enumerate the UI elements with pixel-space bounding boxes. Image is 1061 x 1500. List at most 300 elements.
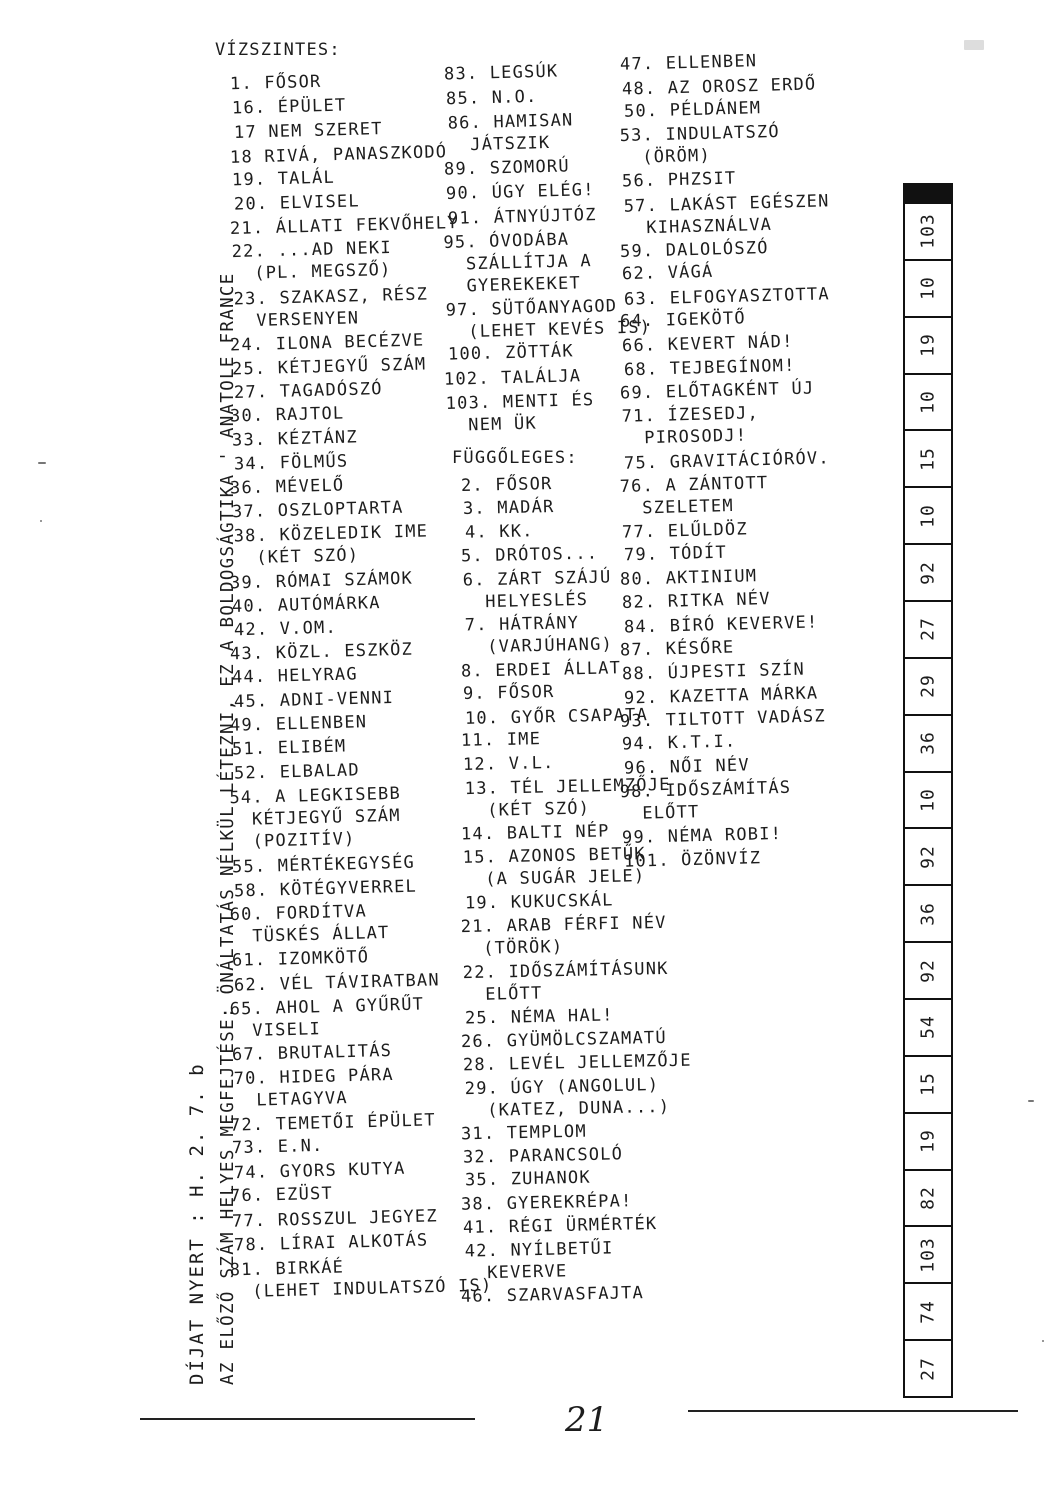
clue-continuation: NEM ÜK xyxy=(468,413,538,436)
clue-text: 51. ELIBÉM xyxy=(231,736,347,760)
clue-item xyxy=(229,783,402,853)
clue-item xyxy=(234,969,440,996)
clue-text: 25. NÉMA HAL! xyxy=(464,1005,614,1029)
clue-item xyxy=(234,378,383,404)
clue-item xyxy=(230,141,448,169)
clue-item xyxy=(624,542,727,567)
clue-item xyxy=(622,588,771,614)
clue-item xyxy=(230,1183,333,1208)
clue-text: 18 RIVÁ, PANASZKODÓ xyxy=(229,141,448,168)
clue-item xyxy=(444,365,582,391)
clue-item xyxy=(620,636,735,661)
clue-item xyxy=(620,565,758,591)
clue-item xyxy=(233,521,428,570)
clue-text: 76. EZÜST xyxy=(229,1183,334,1207)
clue-item xyxy=(231,237,392,285)
clue-text: 38. GYEREKRÉPA! xyxy=(460,1190,633,1215)
clue-text: 34. FÖLMŰS xyxy=(233,451,349,475)
strip-cell xyxy=(905,827,951,884)
strip-cell-value: 27 xyxy=(917,1356,939,1381)
strip-cell xyxy=(905,600,951,657)
clue-text: 78. LÍRAI ALKOTÁS xyxy=(233,1230,429,1256)
clue-text: 43. KÖZL. ESZKÖZ xyxy=(229,639,414,665)
clue-text: 23. SZAKASZ, RÉSZ xyxy=(233,284,429,310)
clue-text: 4. KK. xyxy=(464,521,534,543)
clue-text: 29. ÚGY (ANGOLUL) xyxy=(464,1074,660,1099)
clue-item xyxy=(463,843,647,891)
clue-text: 63. ELFOGYASZTOTTA xyxy=(623,284,831,310)
clue-item xyxy=(463,496,555,520)
clue-text: 65. AHOL A GYŰRŰT xyxy=(229,994,425,1020)
clue-continuation: PIROSODJ! xyxy=(644,425,748,449)
clue-text: 39. RÓMAI SZÁMOK xyxy=(229,568,414,594)
clue-continuation: (LEHET INDULATSZÓ IS) xyxy=(252,1275,493,1302)
strip-cell-value: 19 xyxy=(917,1129,939,1153)
clue-item xyxy=(461,1120,587,1145)
clue-item xyxy=(620,706,826,733)
clue-item xyxy=(622,167,737,192)
clue-item xyxy=(232,664,358,689)
strip-cell xyxy=(905,998,951,1055)
clue-item xyxy=(461,820,610,845)
clue-text: 66. KEVERT NÁD! xyxy=(621,331,794,357)
clue-continuation: (VARJÚHANG) xyxy=(487,634,614,658)
clue-text: 101. ÖZÖNVÍZ xyxy=(623,848,762,872)
clue-text: 22. IDŐSZÁMÍTÁSUNK xyxy=(462,958,669,984)
clue-text: 81. BIRKÁÉ xyxy=(229,1257,345,1281)
clue-text: 38. KÖZELEDIK IME xyxy=(233,521,429,547)
strip-cell xyxy=(905,259,951,316)
clue-item xyxy=(620,237,769,263)
clue-text: 8. ERDEI ÁLLAT xyxy=(460,658,622,682)
clue-item xyxy=(234,875,417,902)
strip-cell-value: 103 xyxy=(917,1237,939,1273)
clue-text: 100. ZÖTTÁK xyxy=(447,341,575,365)
page-number: 21 xyxy=(565,1400,609,1440)
clue-item xyxy=(461,473,553,497)
clue-item xyxy=(463,681,555,705)
clue-text: 19. TALÁL xyxy=(231,167,336,190)
clue-item xyxy=(619,777,792,825)
clue-text: 103. MENTI ÉS xyxy=(445,390,595,414)
clue-text: 57. LAKÁST EGÉSZEN xyxy=(623,190,830,217)
clue-item xyxy=(620,378,815,405)
clue-item xyxy=(232,946,370,972)
clue-item xyxy=(447,109,574,156)
strip-cell-value: 27 xyxy=(917,617,939,642)
clue-text: 26. GYÜMÖLCSZAMATÚ xyxy=(460,1027,668,1053)
clue-item xyxy=(463,1213,658,1239)
clue-text: 92. KAZETTA MÁRKA xyxy=(623,683,819,709)
scan-speck xyxy=(40,520,42,522)
strip-cell-value: 92 xyxy=(917,958,939,983)
strip-cell-value: 36 xyxy=(917,731,939,755)
clue-item xyxy=(230,71,322,95)
clue-item xyxy=(229,993,424,1042)
clue-continuation: (KATEZ, DUNA...) xyxy=(487,1096,671,1121)
clue-text: 24. ILONA BECÉZVE xyxy=(229,330,425,356)
strip-cell-value: 74 xyxy=(917,1299,939,1324)
strip-cell-value: 10 xyxy=(917,276,939,301)
clue-item xyxy=(621,402,759,450)
clue-item xyxy=(463,752,555,776)
clue-text: 95. ÓVODÁBA xyxy=(443,229,570,253)
clue-text: 28. LEVÉL JELLEMZŐJE xyxy=(462,1050,692,1076)
clue-item xyxy=(230,711,368,737)
clue-text: 61. IZOMKÖTŐ xyxy=(231,947,370,971)
clue-text: 40. AUTÓMÁRKA xyxy=(231,592,381,617)
clue-text: 58. KÖTÉGYVERREL xyxy=(233,876,418,901)
clue-item xyxy=(232,426,358,451)
strip-cell-value: 10 xyxy=(917,503,939,528)
clue-text: 35. ZUHANOK xyxy=(464,1167,591,1191)
scan-speck xyxy=(1028,1100,1034,1102)
clue-continuation: (LEHET KEVÉS IS) xyxy=(468,316,652,342)
clue-item xyxy=(230,474,345,499)
strip-cell xyxy=(905,1055,951,1112)
strip-cell xyxy=(905,771,951,828)
clue-item xyxy=(232,1205,438,1232)
clue-text: 96. NŐI NÉV xyxy=(623,754,751,779)
clue-text: 75. GRAVITÁCIÓRÓV. xyxy=(623,448,831,474)
clue-text: 71. ÍZESEDJ, xyxy=(621,403,760,427)
clue-text: 73. E.N. xyxy=(231,1136,324,1159)
across-header: VÍZSZINTES: xyxy=(215,40,341,60)
strip-cell-value: 10 xyxy=(917,788,939,812)
clue-text: 64. IGEKÖTŐ xyxy=(619,308,747,333)
clue-item xyxy=(624,847,762,873)
clue-item xyxy=(232,1135,324,1159)
clue-item xyxy=(445,389,595,437)
clue-text: 1. FŐSOR xyxy=(229,71,322,95)
clue-item xyxy=(624,283,830,310)
clue-item xyxy=(622,261,714,285)
clue-text: 32. PARANCSOLÓ xyxy=(462,1144,624,1168)
clue-item xyxy=(619,121,780,169)
clue-text: 2. FŐSOR xyxy=(460,474,553,496)
strip-cell xyxy=(905,373,951,430)
clue-text: 33. KÉZTÁNZ xyxy=(231,427,359,451)
clue-item xyxy=(619,472,769,520)
clue-continuation: VISELI xyxy=(252,1018,322,1041)
clue-item xyxy=(465,1074,671,1122)
clue-text: 44. HELYRAG xyxy=(231,664,359,688)
clue-item xyxy=(232,166,335,191)
clue-item xyxy=(234,616,337,641)
clue-item xyxy=(622,331,794,357)
clue-text: 48. AZ OROSZ ERDŐ xyxy=(621,74,817,100)
clue-text: 5. DRÓTOS... xyxy=(460,543,599,567)
clue-continuation: (TÖRÖK) xyxy=(483,937,564,959)
clue-continuation: HELYESLÉS xyxy=(485,589,589,612)
clue-text: 76. A ZÁNTOTT xyxy=(619,472,769,497)
strip-cell xyxy=(905,1225,951,1282)
clue-item xyxy=(624,447,830,474)
clue-text: 22. ...AD NEKI xyxy=(231,238,393,263)
clue-text: 97. SÜTŐANYAGOD xyxy=(445,295,618,321)
clue-item xyxy=(620,308,746,333)
strip-cell xyxy=(905,1282,951,1339)
strip-cell-value: 36 xyxy=(917,901,939,926)
clue-item xyxy=(624,97,762,123)
clue-item xyxy=(448,340,574,365)
strip-cell-value: 103 xyxy=(917,213,939,250)
previous-solution-line: AZ ELŐZŐ SZÁM HELYES MEGFEJTÉSE: ÖNÁLTATÁS NÉLKÜL LÉTEZNI, EZ A BOLDOGSÁGTIKA ' ANATOLE FRANCE xyxy=(218,272,238,1385)
clue-continuation: (POZITÍV) xyxy=(252,828,356,852)
clue-item xyxy=(230,330,425,357)
clue-text: 15. AZONOS BETŰK xyxy=(462,844,646,869)
clue-text: 54. A LEGKISEBB xyxy=(229,783,402,809)
clue-item xyxy=(232,94,347,119)
clue-text: 102. TALÁLJA xyxy=(443,365,582,390)
clue-text: 3. MADÁR xyxy=(462,497,555,520)
strip-cell-value: 92 xyxy=(917,560,939,585)
clue-item xyxy=(232,1040,393,1066)
clue-item xyxy=(232,497,404,523)
strip-cell-value: 15 xyxy=(917,447,939,471)
clue-text: 12. V.L. xyxy=(462,752,555,775)
clue-item xyxy=(444,61,559,86)
strip-cell xyxy=(905,1169,951,1226)
scan-speck xyxy=(964,40,984,50)
strip-cell xyxy=(905,884,951,941)
clue-item xyxy=(465,1237,615,1284)
clue-text: 25. KÉTJEGYŰ SZÁM xyxy=(231,354,427,380)
clue-text: 49. ELLENBEN xyxy=(229,712,368,736)
strip-cell-value: 54 xyxy=(917,1015,939,1040)
clue-continuation: SZÁLLÍTJA A xyxy=(465,251,593,275)
clue-item xyxy=(461,657,622,682)
strip-cell xyxy=(905,941,951,998)
clue-item xyxy=(624,354,796,380)
strip-cell xyxy=(905,429,951,486)
clue-item xyxy=(463,566,613,613)
clue-item xyxy=(622,731,737,756)
clue-item xyxy=(234,687,395,713)
clue-item xyxy=(623,190,830,239)
clue-item xyxy=(465,520,534,543)
clue-item xyxy=(232,851,415,878)
clue-item xyxy=(463,1050,692,1077)
clue-item xyxy=(229,1252,492,1303)
strip-cell xyxy=(905,543,951,600)
strip-cell xyxy=(905,202,951,259)
clue-item xyxy=(461,1027,667,1053)
strip-cell-value: 82 xyxy=(917,1186,939,1210)
clue-item xyxy=(620,50,758,76)
clue-text: 77. ELŰLDÖZ xyxy=(621,518,749,543)
clue-continuation: JÁTSZIK xyxy=(470,132,551,156)
clue-text: 45. ADNI-VENNI xyxy=(233,688,395,713)
strip-cell xyxy=(905,714,951,771)
clue-text: 91. ÁTNYÚJTÓZ xyxy=(447,204,597,229)
strip-cell xyxy=(905,1112,951,1169)
clue-item xyxy=(622,823,783,849)
clue-text: 56. PHZSIT xyxy=(621,168,737,192)
clue-text: 93. TILTOTT VADÁSZ xyxy=(619,706,827,733)
clue-continuation: (ÖRÖM) xyxy=(642,145,712,168)
clue-text: 11. IME xyxy=(460,729,542,752)
clue-text: 55. MÉRTÉKEGYSÉG xyxy=(231,852,416,878)
clue-text: 19. KUKUCSKÁL xyxy=(464,890,614,914)
clue-item xyxy=(230,639,413,666)
clue-continuation: (PL. MEGSZŐ) xyxy=(254,260,392,284)
clue-text: 69. ELŐTAGKÉNT ÚJ xyxy=(619,378,815,404)
clue-continuation: LETAGYVA xyxy=(256,1088,349,1111)
strip-cell xyxy=(905,1339,951,1396)
clue-item xyxy=(230,402,345,427)
clue-text: 82. RITKA NÉV xyxy=(621,589,771,614)
clue-text: 7. HÁTRÁNY xyxy=(464,613,580,636)
clue-text: 79. TÓDÍT xyxy=(623,542,728,566)
clue-text: 20. ELVISEL xyxy=(233,190,361,215)
clue-item xyxy=(234,118,383,144)
clue-text: 87. KÉSŐRE xyxy=(619,637,735,661)
clue-continuation: (A SUGÁR JELE) xyxy=(485,866,646,890)
clue-text: 16. ÉPÜLET xyxy=(231,95,347,119)
clue-item xyxy=(465,1004,614,1029)
clue-continuation: KEVERVE xyxy=(487,1260,568,1283)
clue-item xyxy=(229,899,389,947)
clue-text: 85. N.O. xyxy=(445,86,538,109)
clue-text: 21. ARAB FÉRFI NÉV xyxy=(460,913,667,938)
clue-text: 72. TEMETŐI ÉPÜLET xyxy=(229,1110,437,1137)
clue-text: 50. PÉLDÁNEM xyxy=(623,98,762,122)
clue-text: 9. FŐSOR xyxy=(462,682,555,705)
clue-item xyxy=(463,958,670,1006)
clue-text: 90. ÚGY ELÉG! xyxy=(445,180,595,204)
scan-speck xyxy=(1042,1340,1044,1342)
clue-continuation: ELŐTT xyxy=(642,802,700,824)
prize-winner-line: DÍJAT NYERT : H. 2. 7. b xyxy=(186,1062,208,1385)
clue-text: 88. ÚJPESTI SZÍN xyxy=(621,659,806,685)
clue-item xyxy=(234,759,360,784)
clue-item xyxy=(234,450,349,475)
clue-item xyxy=(465,889,614,914)
clue-item xyxy=(233,1064,394,1112)
clue-item xyxy=(232,736,347,761)
clue-continuation: KÉTJEGYŰ SZÁM xyxy=(251,805,401,830)
clue-item xyxy=(443,228,592,298)
clue-item xyxy=(448,204,597,230)
clue-text: 98. IDŐSZÁMÍTÁS xyxy=(619,777,792,803)
clue-continuation: TÜSKÉS ÁLLAT xyxy=(252,922,390,947)
clue-continuation: GYEREKEKET xyxy=(466,273,582,297)
clue-text: 36. MÉVELŐ xyxy=(229,475,345,498)
clue-text: 86. HAMISAN xyxy=(447,110,574,134)
clue-item xyxy=(446,179,595,205)
clue-item xyxy=(232,353,427,380)
clue-item xyxy=(446,85,538,109)
clue-text: 21. ÁLLATI FEKVŐHELY xyxy=(229,213,459,240)
strip-cell-value: 15 xyxy=(917,1072,939,1097)
clue-text: 42. NYÍLBETŰI xyxy=(464,1237,614,1262)
clue-item xyxy=(465,1167,591,1192)
clue-item xyxy=(230,212,459,240)
clue-text: 80. AKTINIUM xyxy=(619,566,758,590)
clue-text: 31. TEMPLOM xyxy=(460,1121,587,1144)
clue-text: 13. TÉL JELLEMZŐJE xyxy=(464,774,671,800)
strip-cell xyxy=(905,316,951,373)
clue-item xyxy=(444,155,570,180)
clue-text: 46. SZARVASFAJTA xyxy=(460,1283,645,1308)
clue-item xyxy=(624,611,819,638)
scan-speck xyxy=(38,462,46,464)
clue-text: 74. GYORS KUTYA xyxy=(233,1158,406,1184)
clue-text: 84. BÍRÓ KEVERVE! xyxy=(623,612,819,638)
clue-text: 41. RÉGI ÜRMÉRTÉK xyxy=(462,1214,658,1239)
clue-text: 37. OSZLOPTARTA xyxy=(231,498,404,523)
clue-text: 52. ELBALAD xyxy=(233,760,361,784)
clue-item xyxy=(234,1229,429,1256)
down-header: FÜGGŐLEGES: xyxy=(452,448,578,468)
clue-text: 17 NEM SZERET xyxy=(233,118,383,143)
clue-text: 67. BRUTALITÁS xyxy=(231,1041,393,1066)
clue-continuation: (KÉT SZÓ) xyxy=(487,798,591,821)
strip-cell xyxy=(905,486,951,543)
answer-strip xyxy=(903,183,953,1398)
clue-item xyxy=(622,518,748,543)
clue-text: 30. RAJTOL xyxy=(229,403,345,427)
bottom-rule-right xyxy=(688,1410,1018,1412)
clue-text: 6. ZÁRT SZÁJÚ xyxy=(462,567,612,591)
clue-item xyxy=(234,190,360,215)
clue-item xyxy=(233,283,428,332)
clue-text: 27. TAGADÓSZÓ xyxy=(233,378,383,403)
clue-text: 68. TEJBEGÍNOM! xyxy=(623,355,796,380)
clue-item xyxy=(461,1282,644,1308)
clue-text: 14. BALTI NÉP xyxy=(460,821,610,845)
clue-item xyxy=(465,612,614,659)
strip-cell-value: 92 xyxy=(917,845,939,869)
clue-continuation: KIHASZNÁLVA xyxy=(646,214,773,238)
clue-text: 47. ELLENBEN xyxy=(619,51,758,75)
clue-text: 62. VÉL TÁVIRATBAN xyxy=(233,970,441,996)
clue-text: 94. K.T.I. xyxy=(621,731,737,755)
strip-cell-value: 10 xyxy=(917,390,939,414)
clue-continuation: VERSENYEN xyxy=(256,307,360,331)
clue-item xyxy=(232,592,381,618)
clue-text: 83. LEGSÚK xyxy=(443,61,559,85)
clue-text: 89. SZOMORÚ xyxy=(443,155,571,180)
clue-item xyxy=(461,912,668,960)
clue-item xyxy=(622,73,817,100)
clue-text: 10. GYŐR CSAPATA xyxy=(464,704,649,729)
strip-cell-value: 19 xyxy=(917,333,939,357)
clue-text: 62. VÁGÁ xyxy=(621,261,714,285)
clue-item xyxy=(624,754,750,779)
clue-text: 60. FORDÍTVA xyxy=(229,900,368,925)
clue-text: 42. V.OM. xyxy=(233,617,338,640)
bottom-rule-left xyxy=(140,1418,475,1420)
clue-text: 99. NÉMA ROBI! xyxy=(621,824,783,849)
clue-item xyxy=(230,567,413,594)
clue-text: 77. ROSSZUL JEGYEZ xyxy=(231,1206,439,1232)
clue-continuation: ELŐTT xyxy=(485,983,543,1005)
clue-item xyxy=(463,1143,624,1168)
clue-item xyxy=(622,659,805,686)
clue-item xyxy=(461,1190,633,1216)
clue-item xyxy=(234,1158,406,1184)
clue-continuation: SZELETEM xyxy=(642,495,735,518)
clue-item xyxy=(230,1110,436,1137)
strip-cell xyxy=(905,657,951,714)
clue-continuation: (KÉT SZÓ) xyxy=(256,545,360,569)
clue-text: 70. HIDEG PÁRA xyxy=(233,1064,395,1090)
clue-text: 53. INDULATSZÓ xyxy=(619,121,781,146)
strip-cell-value: 29 xyxy=(917,674,939,699)
answer-strip-header xyxy=(905,185,951,202)
